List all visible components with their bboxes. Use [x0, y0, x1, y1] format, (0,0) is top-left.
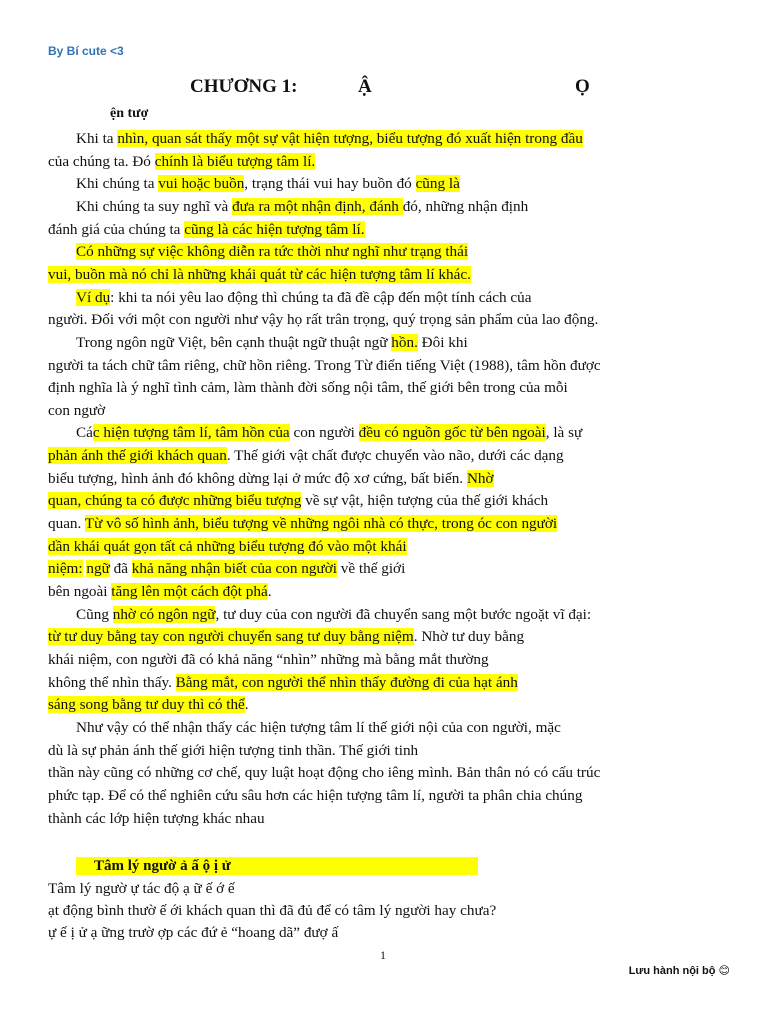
- text-line: [48, 468, 724, 490]
- text-line: [48, 241, 724, 263]
- text-run: ự ế ị ử ạ ững trườ ợp các đứ ẻ “hoang dã” đượ ấ: [48, 924, 339, 941]
- text-run: Đôi khi: [417, 333, 468, 351]
- text-run: người ta tách chữ tâm riêng, chữ hồn riêng. Trong Từ điển tiếng Việt (1988), tâm hồn được: [48, 356, 601, 374]
- highlighted-text: đều có nguồn gốc từ bên ngoài: [358, 424, 546, 442]
- text-line: [48, 445, 724, 467]
- text-run: đánh giá của chúng ta: [48, 220, 185, 238]
- text-run: Khi chúng ta suy nghĩ và: [76, 197, 233, 215]
- highlighted-text: vui, buồn mà nó chỉ là những khái quát từ các hiện tượng tâm lí khác.: [48, 265, 471, 283]
- text-line: [48, 762, 724, 784]
- text-run: Cá: [76, 424, 93, 442]
- text-line: [48, 377, 724, 399]
- highlighted-text: đưa ra một nhận định, đánh: [232, 197, 403, 215]
- text-run: , tư duy của con người đã chuyển sang một bước ngoặt vĩ đại:: [215, 605, 592, 623]
- text-run: của chúng ta. Đó: [48, 152, 155, 170]
- highlighted-text: cũng là: [415, 175, 460, 193]
- highlighted-text: phản ánh thế giới khách quan: [48, 447, 227, 465]
- text-line: [48, 513, 724, 535]
- chapter-label: CHƯƠNG 1:: [190, 76, 298, 97]
- text-run: .: [244, 696, 249, 714]
- text-line: [48, 264, 724, 286]
- highlighted-text: Bằng mắt, con người thể nhìn thấy đường đi của hạt ánh: [175, 673, 518, 691]
- text-line: [48, 581, 724, 603]
- highlighted-text: quan, chúng ta có được những biểu tượng: [48, 492, 302, 510]
- text-run: không thể nhìn thấy.: [48, 673, 176, 691]
- text-run: , trạng thái vui hay buồn đó: [244, 175, 416, 193]
- text-line: [48, 536, 724, 558]
- text-run: ạt động bình thườ ế ới khách quan thì đã đủ để có tâm lý người hay chưa?: [48, 902, 497, 919]
- text-run: thành các lớp hiện tượng khác nhau: [48, 809, 265, 827]
- text-run: đó, những nhận định: [402, 197, 529, 215]
- text-run: .: [267, 583, 272, 600]
- text-line: [48, 400, 724, 422]
- text-run: . Nhờ tư duy bằng: [413, 628, 525, 646]
- text-run: thuật ngữ: [329, 333, 392, 351]
- text-run: đã: [109, 560, 132, 578]
- text-run: người. Đối với một con người như vậy họ rất trân trọng, quý trọng sản phẩm của lao động.: [48, 311, 599, 329]
- highlighted-text: chính là biểu tượng tâm lí.: [154, 152, 316, 170]
- text-run: Tâm lý ngườ ự tác độ ạ ữ ế ớ ế: [48, 880, 235, 897]
- text-run: con người: [289, 424, 359, 442]
- highlighted-text: c hiện tượng tâm lí, tâm hồn của: [92, 424, 290, 442]
- highlighted-text: khả năng nhận biết của con người: [131, 560, 337, 578]
- text-line: [48, 422, 724, 444]
- text-line: [48, 287, 724, 309]
- highlighted-text: niệm:: [48, 560, 83, 578]
- highlighted-text: cũng là các hiện tượng tâm lí.: [184, 220, 365, 238]
- text-run: Như vậy có thể nhận thấy các hiện tượng tâm lí thế giới nội của con người, mặc: [76, 718, 561, 736]
- text-run: Cũng: [76, 605, 113, 623]
- text-line: [48, 922, 724, 944]
- chapter-title-fragment-1: Ậ: [358, 76, 372, 97]
- text-line: [48, 490, 724, 512]
- section-subheading: ện tượ: [110, 106, 149, 121]
- text-run: dù là sự phản ánh thế giới hiện tượng tinh thần. Thế giới tinh: [48, 741, 419, 759]
- text-run: thần này cũng có những cơ chế, quy luật hoạt động cho iêng mình. Bản thân nó có cấu trúc: [48, 764, 601, 782]
- text-run: định nghĩa là ý nghĩ tình cảm, làm thành đời sống nội tâm, thế giới bên trong của mỗi: [48, 379, 568, 397]
- text-line: [48, 558, 724, 580]
- text-run: Trong ngôn ngữ Việt, bên cạnh thuật ngữ: [76, 333, 330, 351]
- highlighted-text: nhờ có ngôn ngữ: [112, 605, 216, 623]
- text-run: quan.: [48, 515, 85, 533]
- highlighted-text: tăng lên một cách đột phá: [111, 583, 268, 600]
- highlighted-text: Từ vô số hình ảnh, biểu tượng về những ngôi nhà có thực, trong óc con người: [84, 515, 558, 533]
- text-line: [48, 878, 724, 900]
- text-line: [48, 808, 724, 830]
- text-run: Khi ta: [76, 130, 118, 147]
- text-run: . Thế giới vật chất được chuyển vào não, dưới các dạng: [226, 447, 564, 465]
- text-run: , là sự: [545, 424, 583, 442]
- text-run: biểu tượng, hình ảnh đó không dừng lại ở mức độ xơ cứng, bất biến.: [48, 469, 467, 487]
- text-line: [48, 649, 724, 671]
- highlighted-text: Ví dụ: [76, 288, 111, 306]
- text-line: [48, 355, 724, 377]
- text-run: : khi ta nói yêu lao động thì chúng ta đã đề cập đến một tính cách của: [110, 288, 532, 306]
- text-line: [48, 785, 724, 807]
- highlighted-text: hồn.: [391, 333, 418, 351]
- highlighted-text: vui hoặc buồn: [158, 175, 245, 193]
- highlighted-text: ngữ: [86, 560, 110, 578]
- footer-note: Lưu hành nội bộ 😊: [628, 965, 730, 977]
- text-line: [48, 900, 724, 922]
- text-line: [48, 672, 724, 694]
- highlighted-text: Nhờ: [466, 469, 494, 487]
- highlighted-text: Có những sự việc không diễn ra tức thời như nghĩ như trạng thái: [76, 243, 469, 261]
- text-line: [48, 604, 724, 626]
- text-line: [48, 626, 724, 648]
- text-line: [48, 173, 724, 195]
- highlighted-text: sáng song bằng tư duy thì có thể: [48, 696, 245, 714]
- text-run: về sự vật, hiện tượng của thế giới khách: [301, 492, 549, 510]
- text-line: [48, 128, 724, 150]
- text-run: con ngườ: [48, 401, 106, 419]
- text-line: [48, 309, 724, 331]
- text-run: khái niệm, con người đã có khả năng “nhìn” những mà bằng mắt thường: [48, 650, 489, 668]
- text-run: bên ngoài: [48, 583, 112, 600]
- text-line: [48, 151, 724, 173]
- highlighted-text: từ tư duy bằng tay con người chuyển sang tư duy bằng niệm: [48, 628, 414, 646]
- text-run: phức tạp. Để có thể nghiên cứu sâu hơn các hiện tượng tâm lí, người ta phân chia chúng: [48, 786, 583, 804]
- author-credit: By Bí cute <3: [48, 44, 124, 58]
- text-line: [48, 717, 724, 739]
- section-2-heading: Tâm lý ngườ ả ấ ộ ị ử: [76, 857, 478, 875]
- page-number: 1: [380, 948, 386, 962]
- text-line: [48, 219, 724, 241]
- text-line: [48, 740, 724, 762]
- highlighted-text: gọn tất cả những biểu tượng đó vào một khái: [133, 537, 407, 555]
- text-run: Khi chúng ta: [76, 175, 159, 193]
- highlighted-text: nhìn, quan sát thấy một sự vật hiện tượng, biểu tượng đó xuất hiện trong đầu: [117, 130, 583, 147]
- text-line: [48, 694, 724, 716]
- text-line: [48, 196, 724, 218]
- chapter-title-fragment-2: Ọ: [575, 76, 590, 97]
- text-line: [48, 332, 724, 354]
- text-run: về thế giới: [336, 560, 406, 578]
- highlighted-text: dần khái quát: [48, 537, 134, 555]
